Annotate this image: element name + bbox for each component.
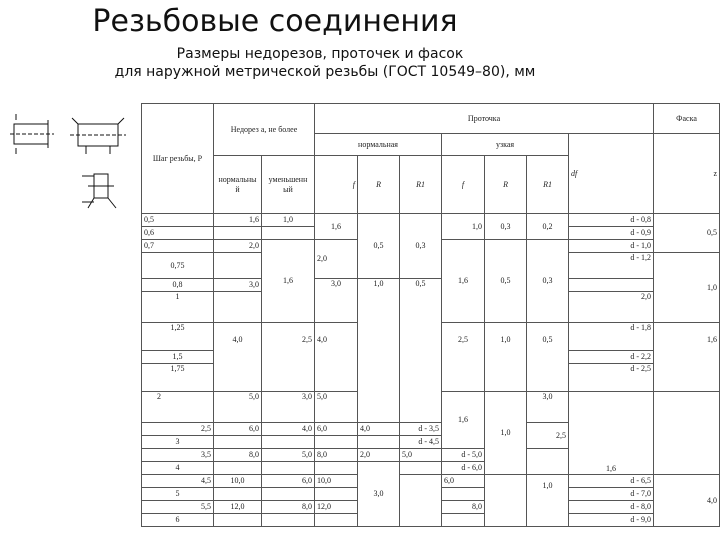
cell-df: d - 6,5 [569,475,654,488]
cell-a-normal: 1,6 [214,214,262,227]
cell-a-normal: 10,0 [214,475,262,488]
cell-df [569,279,654,292]
cell-pitch: 0,75 [142,253,214,279]
cell-R-normal: 1,6 [442,392,485,449]
header-undercut-normal: нормальны й [214,156,262,214]
cell-R1-normal: 1,0 [485,392,527,475]
header-undercut-reduced: уменьшенн ый [262,156,315,214]
cell-a-reduced: 4,0 [262,423,315,436]
cell-a-reduced [262,514,315,527]
cell-pitch: 1,25 [142,323,214,351]
cell-df: d - 0,9 [569,227,654,240]
cell-R-narrow: 1,6 [569,392,654,475]
cell-R-normal: 1,0 [358,279,400,423]
cell-f-narrow: 6,0 [442,475,485,488]
cell-R1-narrow: 1,0 [527,475,569,527]
cell-a-normal: 6,0 [214,423,262,436]
cell-a-reduced: 1,0 [262,214,315,227]
cell-a-normal [214,292,262,323]
cell-f-normal: 10,0 [315,475,358,488]
cell-f-narrow: 5,0 [400,449,442,462]
cell-df: d - 9,0 [569,514,654,527]
cell-f-normal: 1,6 [315,214,358,240]
cell-df: d - 7,0 [569,488,654,501]
cell-pitch: 3,5 [142,449,214,462]
cell-pitch: 0,5 [142,214,214,227]
cell-pitch: 1,5 [142,351,214,364]
cell-pitch: 1 [142,292,214,323]
cell-df: d - 5,0 [442,449,485,462]
cell-R1-narrow: 0,2 [527,214,569,240]
cell-df: d - 4,5 [400,436,442,449]
cell-a-reduced: 2,0 [569,292,654,323]
cell-df: d - 1,8 [569,323,654,351]
cell-R-narrow: 0,3 [485,214,527,240]
header-f-normal: f [315,156,358,214]
cell-a-normal [214,253,262,279]
cell-R1-normal: 0,5 [400,279,442,423]
cell-z [527,449,569,475]
header-R1-narrow: R1 [527,156,569,214]
cell-pitch: 0,7 [142,240,214,253]
cell-pitch: 0,8 [142,279,214,292]
cell-f-narrow [442,488,485,501]
cell-R1-narrow: 0,5 [527,323,569,392]
cell-a-normal [214,227,262,240]
cell-a-normal: 5,0 [214,392,262,423]
cell-R-normal: 2,0 [358,449,400,462]
cell-df: d - 3,5 [400,423,442,436]
cell-z: 1,0 [654,253,720,323]
table-row [142,279,720,292]
cell-a-reduced: 1,6 [262,240,315,323]
cell-f-narrow [442,514,485,527]
cell-R-normal: 0,5 [358,214,400,279]
cell-a-reduced [262,488,315,501]
header-R-normal: R [358,156,400,214]
cell-f-normal: 4,0 [315,323,358,392]
cell-z: 4,0 [654,475,720,527]
cell-z: 2,5 [527,423,569,449]
cell-R-normal: 3,0 [358,462,400,527]
cell-df: d - 2,2 [569,351,654,364]
cell-a-normal: 2,0 [214,240,262,253]
table-row [142,214,720,227]
cell-pitch: 3 [142,436,214,449]
cell-f-narrow: 2,5 [442,323,485,392]
cell-f-normal: 3,0 [315,279,358,323]
cell-df: d - 1,0 [569,240,654,253]
cell-a-normal: 12,0 [214,501,262,514]
header-R1-normal: R1 [400,156,442,214]
cell-f-narrow: 1,6 [442,240,485,323]
cell-df: d - 2,5 [569,364,654,392]
cell-pitch: 4,5 [142,475,214,488]
cell-pitch: 2,5 [142,423,214,436]
cell-df: d - 0,8 [569,214,654,227]
cell-f-normal: 5,0 [315,392,358,423]
cell-pitch: 5,5 [142,501,214,514]
cell-f-normal [315,436,358,449]
thread-dimensions-table [141,103,720,527]
table-row [142,475,720,488]
header-pitch: Шаг резьбы, P [142,104,214,214]
cell-f-normal: 12,0 [315,501,358,514]
cell-pitch: 0,6 [142,227,214,240]
cell-f-normal: 8,0 [315,449,358,462]
subtitle-line-2: для наружной метрической резьбы (ГОСТ 10549–80), мм [114,64,536,80]
cell-f-narrow: 1,0 [442,214,485,240]
cell-a-normal [214,514,262,527]
header-groove-narrow: узкая [442,134,569,156]
cell-pitch: 2 [142,392,214,423]
thread-undercut-sketch [8,112,133,222]
header-R-narrow: R [485,156,527,214]
header-undercut: Недорез a, не более [214,104,315,156]
cell-f-normal [315,462,358,475]
cell-R1-normal [400,475,442,527]
cell-df: d - 6,0 [442,462,485,475]
cell-pitch: 6 [142,514,214,527]
header-groove: Проточка [315,104,654,134]
cell-pitch: 1,75 [142,364,214,392]
cell-a-reduced: 8,0 [262,501,315,514]
header-z: z [654,134,720,214]
cell-a-normal: 4,0 [214,323,262,392]
cell-a-normal: 3,0 [214,279,262,292]
cell-f-normal: 6,0 [315,423,358,436]
cell-f-normal [315,514,358,527]
cell-a-reduced: 2,5 [262,323,315,392]
cell-z: 1,6 [654,323,720,392]
header-df: df [569,134,654,214]
cell-f-narrow [400,462,442,475]
cell-df: d - 1,2 [569,253,654,279]
cell-f-normal: 2,0 [315,240,358,279]
cell-a-reduced: 6,0 [262,475,315,488]
page-title: Резьбовые соединения [92,4,458,39]
cell-df: d - 8,0 [569,501,654,514]
cell-f-narrow: 8,0 [442,501,485,514]
cell-R-narrow: 1,0 [485,323,527,392]
cell-a-normal [214,488,262,501]
cell-R-narrow [485,475,527,527]
cell-f-narrow [358,436,400,449]
header-f-narrow: f [442,156,485,214]
cell-R-narrow: 0,5 [485,240,527,323]
cell-R1-narrow [654,392,720,475]
cell-a-reduced: 5,0 [262,449,315,462]
cell-a-reduced: 3,0 [262,392,315,423]
subtitle-line-1: Размеры недорезов, проточек и фасок [176,46,464,62]
cell-a-reduced [262,462,315,475]
cell-pitch: 4 [142,462,214,475]
cell-z: 0,5 [654,214,720,253]
cell-f-normal [315,488,358,501]
header-chamfer: Фаска [654,104,720,134]
header-groove-normal: нормальная [315,134,442,156]
cell-a-normal [214,462,262,475]
cell-R1-narrow: 0,3 [527,240,569,323]
cell-a-reduced [262,227,315,240]
cell-R1-normal: 0,3 [400,214,442,279]
cell-pitch: 5 [142,488,214,501]
cell-f-narrow: 3,0 [527,392,569,423]
cell-a-normal [214,436,262,449]
cell-a-normal: 8,0 [214,449,262,462]
cell-f-narrow: 4,0 [358,423,400,436]
cell-a-reduced [262,436,315,449]
